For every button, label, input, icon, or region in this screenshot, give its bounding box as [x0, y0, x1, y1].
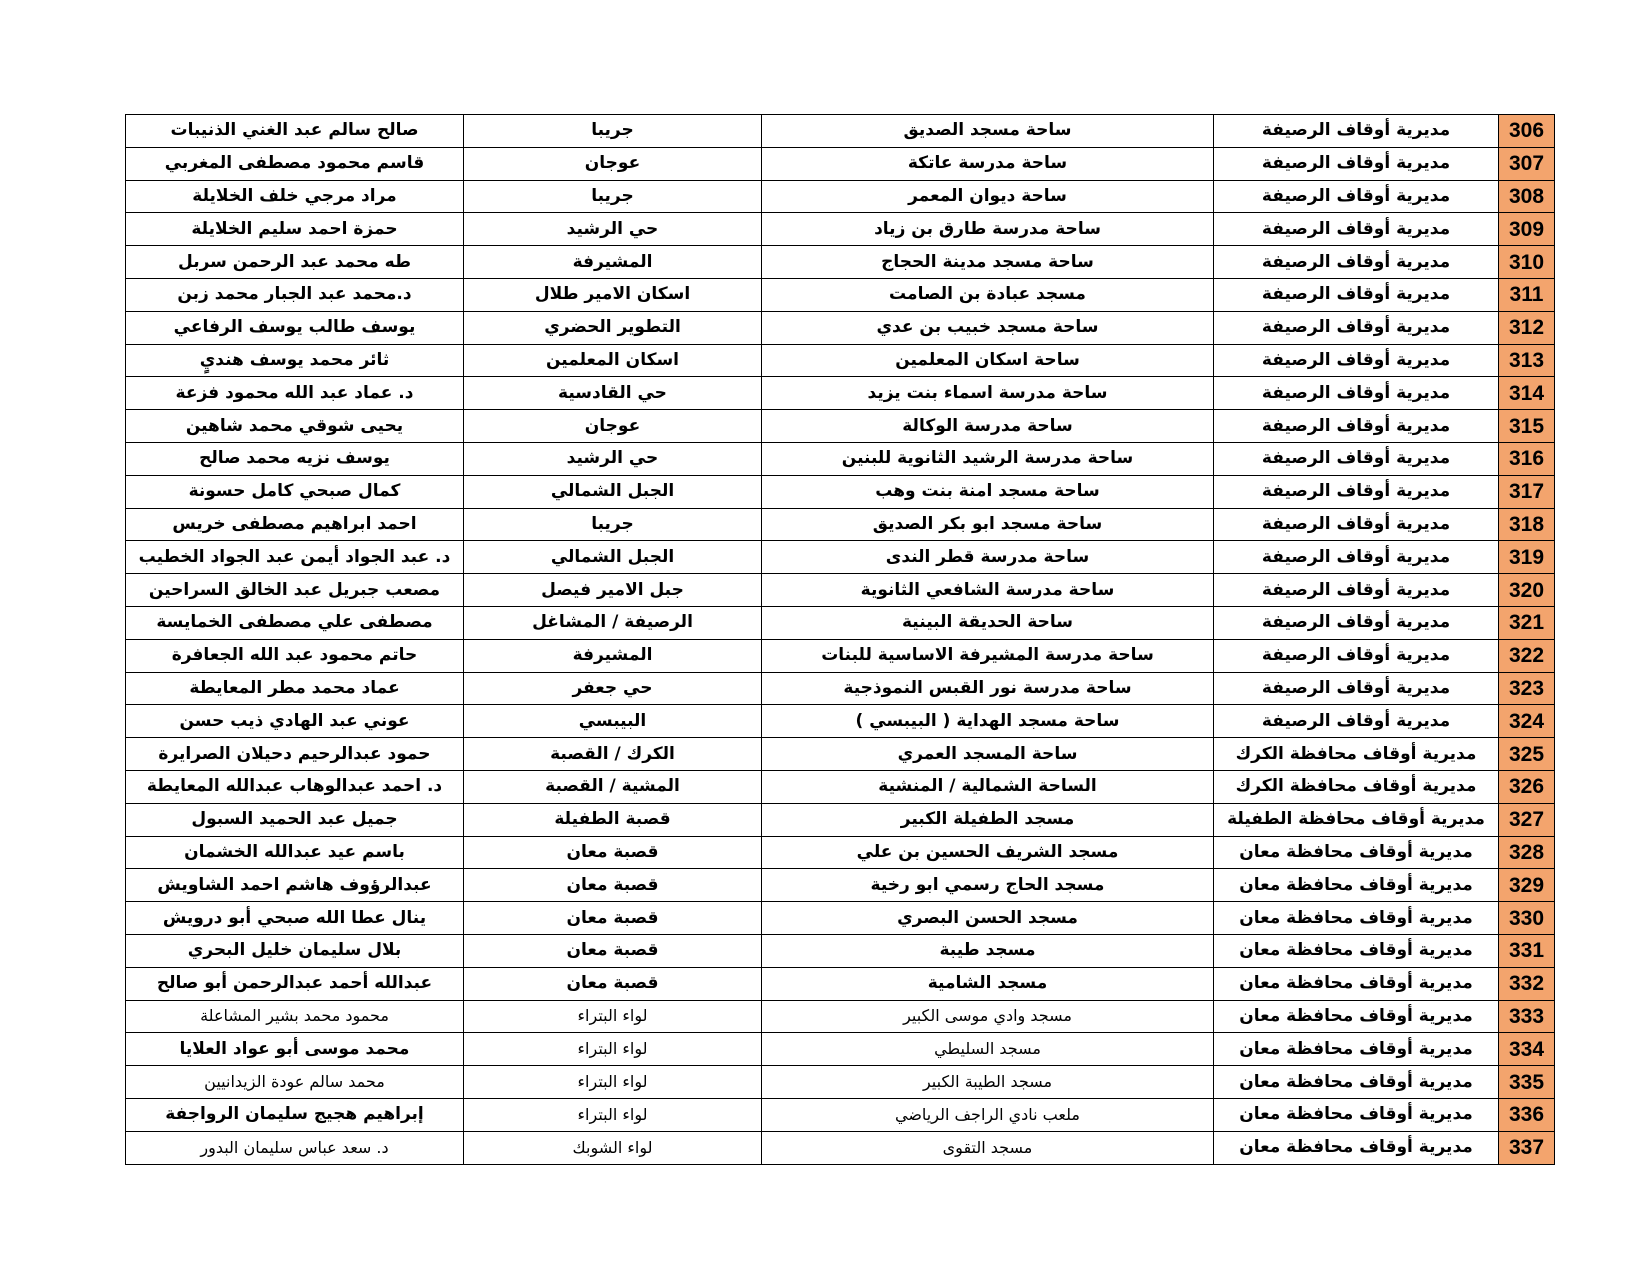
- directorate-cell: مديرية أوقاف محافظة الكرك: [1214, 738, 1499, 771]
- row-number: 311: [1499, 278, 1555, 311]
- table-row: [126, 1098, 1555, 1131]
- person-name-cell: عبدالرؤوف هاشم احمد الشاويش: [126, 869, 464, 902]
- row-number: 323: [1499, 672, 1555, 705]
- person-name-cell: حاتم محمود عبد الله الجعافرة: [126, 639, 464, 672]
- location-cell: مسجد الشريف الحسين بن علي: [762, 836, 1214, 869]
- directorate-cell: مديرية أوقاف الرصيفة: [1214, 377, 1499, 410]
- directorate-cell: مديرية أوقاف محافظة معان: [1214, 934, 1499, 967]
- location-cell: ملعب نادي الراجف الرياضي: [762, 1098, 1214, 1131]
- table-row: [126, 180, 1555, 213]
- table-row: [126, 803, 1555, 836]
- directorate-cell: مديرية أوقاف محافظة معان: [1214, 869, 1499, 902]
- person-name-cell: د. عبد الجواد أيمن عبد الجواد الخطيب: [126, 541, 464, 574]
- directorate-cell: مديرية أوقاف محافظة معان: [1214, 902, 1499, 935]
- person-name-cell: محمود محمد بشير المشاعلة: [126, 1000, 464, 1033]
- person-name-cell: باسم عيد عبدالله الخشمان: [126, 836, 464, 869]
- location-cell: ساحة مدرسة نور القبس النموذجية: [762, 672, 1214, 705]
- row-number: 328: [1499, 836, 1555, 869]
- area-cell: قصبة معان: [464, 967, 762, 1000]
- area-cell: لواء البتراء: [464, 1098, 762, 1131]
- person-name-cell: د. احمد عبدالوهاب عبدالله المعايطة: [126, 770, 464, 803]
- directorate-cell: مديرية أوقاف محافظة معان: [1214, 967, 1499, 1000]
- table-row: [126, 705, 1555, 738]
- table-row: [126, 541, 1555, 574]
- table-row: [126, 1131, 1555, 1164]
- location-cell: مسجد الشامية: [762, 967, 1214, 1000]
- location-cell: ساحة ديوان المعمر: [762, 180, 1214, 213]
- location-cell: ساحة مدرسة عاتكة: [762, 147, 1214, 180]
- row-number: 307: [1499, 147, 1555, 180]
- location-cell: ساحة مدرسة طارق بن زياد: [762, 213, 1214, 246]
- location-cell: مسجد الطفيلة الكبير: [762, 803, 1214, 836]
- table-row: [126, 738, 1555, 771]
- row-number: 312: [1499, 311, 1555, 344]
- directorate-cell: مديرية أوقاف الرصيفة: [1214, 213, 1499, 246]
- directorate-cell: مديرية أوقاف الرصيفة: [1214, 180, 1499, 213]
- location-cell: ساحة مسجد الهداية ( البيبسي ): [762, 705, 1214, 738]
- directorate-cell: مديرية أوقاف محافظة الطفيلة: [1214, 803, 1499, 836]
- location-cell: ساحة المسجد العمري: [762, 738, 1214, 771]
- person-name-cell: عبدالله أحمد عبدالرحمن أبو صالح: [126, 967, 464, 1000]
- directorate-cell: مديرية أوقاف الرصيفة: [1214, 344, 1499, 377]
- row-number: 324: [1499, 705, 1555, 738]
- table-row: [126, 967, 1555, 1000]
- directorate-cell: مديرية أوقاف الرصيفة: [1214, 672, 1499, 705]
- location-cell: ساحة مدرسة المشيرفة الاساسية للبنات: [762, 639, 1214, 672]
- person-name-cell: يوسف طالب يوسف الرفاعي: [126, 311, 464, 344]
- table-body: [126, 115, 1555, 1165]
- area-cell: جريبا: [464, 508, 762, 541]
- table-row: [126, 836, 1555, 869]
- area-cell: حي الرشيد: [464, 442, 762, 475]
- row-number: 317: [1499, 475, 1555, 508]
- location-cell: مسجد السليطي: [762, 1033, 1214, 1066]
- person-name-cell: بلال سليمان خليل البحري: [126, 934, 464, 967]
- row-number: 327: [1499, 803, 1555, 836]
- table-row: [126, 278, 1555, 311]
- person-name-cell: عماد محمد مطر المعايطة: [126, 672, 464, 705]
- directorate-cell: مديرية أوقاف الرصيفة: [1214, 442, 1499, 475]
- location-cell: مسجد وادي موسى الكبير: [762, 1000, 1214, 1033]
- person-name-cell: د. عماد عبد الله محمود فزعة: [126, 377, 464, 410]
- area-cell: اسكان الامير طلال: [464, 278, 762, 311]
- directorate-cell: مديرية أوقاف الرصيفة: [1214, 574, 1499, 607]
- table-row: [126, 1033, 1555, 1066]
- directorate-cell: مديرية أوقاف محافظة معان: [1214, 1098, 1499, 1131]
- row-number: 337: [1499, 1131, 1555, 1164]
- table-row: [126, 442, 1555, 475]
- area-cell: حي الرشيد: [464, 213, 762, 246]
- row-number: 314: [1499, 377, 1555, 410]
- table-row: [126, 147, 1555, 180]
- directorate-cell: مديرية أوقاف محافظة معان: [1214, 1000, 1499, 1033]
- table-row: [126, 344, 1555, 377]
- area-cell: عوجان: [464, 147, 762, 180]
- person-name-cell: حمود عبدالرحيم دحيلان الصرايرة: [126, 738, 464, 771]
- area-cell: قصبة الطفيلة: [464, 803, 762, 836]
- person-name-cell: يوسف نزيه محمد صالح: [126, 442, 464, 475]
- area-cell: قصبة معان: [464, 869, 762, 902]
- row-number: 321: [1499, 606, 1555, 639]
- area-cell: قصبة معان: [464, 934, 762, 967]
- area-cell: لواء البتراء: [464, 1000, 762, 1033]
- table-row: [126, 115, 1555, 148]
- location-cell: مسجد الحسن البصري: [762, 902, 1214, 935]
- location-cell: مسجد الطيبة الكبير: [762, 1066, 1214, 1099]
- row-number: 318: [1499, 508, 1555, 541]
- row-number: 333: [1499, 1000, 1555, 1033]
- person-name-cell: مصطفى علي مصطفى الخمايسة: [126, 606, 464, 639]
- table-row: [126, 902, 1555, 935]
- location-cell: ساحة اسكان المعلمين: [762, 344, 1214, 377]
- area-cell: المشية / القصبة: [464, 770, 762, 803]
- directorate-cell: مديرية أوقاف محافظة الكرك: [1214, 770, 1499, 803]
- table-row: [126, 377, 1555, 410]
- row-number: 332: [1499, 967, 1555, 1000]
- table-row: [126, 1000, 1555, 1033]
- directorate-cell: مديرية أوقاف الرصيفة: [1214, 541, 1499, 574]
- location-cell: ساحة مدرسة الشافعي الثانوية: [762, 574, 1214, 607]
- assignments-table: [125, 114, 1555, 1165]
- location-cell: ساحة الحديقة البينية: [762, 606, 1214, 639]
- row-number: 334: [1499, 1033, 1555, 1066]
- person-name-cell: كمال صبحي كامل حسونة: [126, 475, 464, 508]
- table-row: [126, 508, 1555, 541]
- area-cell: جريبا: [464, 180, 762, 213]
- location-cell: ساحة مدرسة الوكالة: [762, 410, 1214, 443]
- person-name-cell: يحيى شوقي محمد شاهين: [126, 410, 464, 443]
- area-cell: البيبسي: [464, 705, 762, 738]
- location-cell: ساحة مسجد امنة بنت وهب: [762, 475, 1214, 508]
- location-cell: ساحة مدرسة اسماء بنت يزيد: [762, 377, 1214, 410]
- location-cell: مسجد عبادة بن الصامت: [762, 278, 1214, 311]
- directorate-cell: مديرية أوقاف محافظة معان: [1214, 1131, 1499, 1164]
- location-cell: ساحة مسجد مدينة الحجاج: [762, 246, 1214, 279]
- area-cell: لواء البتراء: [464, 1033, 762, 1066]
- table-row: [126, 410, 1555, 443]
- person-name-cell: ثائر محمد يوسف هنديٍ: [126, 344, 464, 377]
- row-number: 326: [1499, 770, 1555, 803]
- area-cell: قصبة معان: [464, 836, 762, 869]
- table-row: [126, 1066, 1555, 1099]
- person-name-cell: جميل عبد الحميد السبول: [126, 803, 464, 836]
- person-name-cell: محمد سالم عودة الزيدانيين: [126, 1066, 464, 1099]
- directorate-cell: مديرية أوقاف محافظة معان: [1214, 1033, 1499, 1066]
- directorate-cell: مديرية أوقاف الرصيفة: [1214, 705, 1499, 738]
- area-cell: الجبل الشمالي: [464, 475, 762, 508]
- directorate-cell: مديرية أوقاف الرصيفة: [1214, 508, 1499, 541]
- row-number: 331: [1499, 934, 1555, 967]
- row-number: 316: [1499, 442, 1555, 475]
- area-cell: اسكان المعلمين: [464, 344, 762, 377]
- location-cell: ساحة مسجد ابو بكر الصديق: [762, 508, 1214, 541]
- location-cell: مسجد الحاج رسمي ابو رخية: [762, 869, 1214, 902]
- location-cell: مسجد التقوى: [762, 1131, 1214, 1164]
- person-name-cell: د. سعد عباس سليمان البدور: [126, 1131, 464, 1164]
- row-number: 335: [1499, 1066, 1555, 1099]
- person-name-cell: طه محمد عبد الرحمن سربل: [126, 246, 464, 279]
- person-name-cell: محمد موسى أبو عواد العلايا: [126, 1033, 464, 1066]
- row-number: 315: [1499, 410, 1555, 443]
- table-row: [126, 639, 1555, 672]
- person-name-cell: ينال عطا الله صبحي أبو درويش: [126, 902, 464, 935]
- table-row: [126, 672, 1555, 705]
- row-number: 313: [1499, 344, 1555, 377]
- directorate-cell: مديرية أوقاف الرصيفة: [1214, 475, 1499, 508]
- row-number: 320: [1499, 574, 1555, 607]
- person-name-cell: مصعب جبريل عبد الخالق السراحين: [126, 574, 464, 607]
- row-number: 336: [1499, 1098, 1555, 1131]
- row-number: 309: [1499, 213, 1555, 246]
- table-row: [126, 934, 1555, 967]
- table-row: [126, 869, 1555, 902]
- table-row: [126, 246, 1555, 279]
- table-row: [126, 606, 1555, 639]
- directorate-cell: مديرية أوقاف الرصيفة: [1214, 410, 1499, 443]
- person-name-cell: إبراهيم هجيج سليمان الرواجفة: [126, 1098, 464, 1131]
- person-name-cell: حمزة احمد سليم الخلايلة: [126, 213, 464, 246]
- area-cell: حي القادسية: [464, 377, 762, 410]
- directorate-cell: مديرية أوقاف محافظة معان: [1214, 1066, 1499, 1099]
- location-cell: ساحة مدرسة الرشيد الثانوية للبنين: [762, 442, 1214, 475]
- area-cell: الكرك / القصبة: [464, 738, 762, 771]
- location-cell: مسجد طيبة: [762, 934, 1214, 967]
- person-name-cell: قاسم محمود مصطفى المغربي: [126, 147, 464, 180]
- area-cell: لواء البتراء: [464, 1066, 762, 1099]
- person-name-cell: مراد مرجي خلف الخلايلة: [126, 180, 464, 213]
- area-cell: التطوير الحضري: [464, 311, 762, 344]
- row-number: 325: [1499, 738, 1555, 771]
- directorate-cell: مديرية أوقاف الرصيفة: [1214, 115, 1499, 148]
- directorate-cell: مديرية أوقاف محافظة معان: [1214, 836, 1499, 869]
- location-cell: ساحة مدرسة قطر الندى: [762, 541, 1214, 574]
- area-cell: الرصيفة / المشاغل: [464, 606, 762, 639]
- row-number: 308: [1499, 180, 1555, 213]
- area-cell: المشيرفة: [464, 639, 762, 672]
- person-name-cell: د.محمد عبد الجبار محمد زبن: [126, 278, 464, 311]
- location-cell: ساحة مسجد الصديق: [762, 115, 1214, 148]
- area-cell: المشيرفة: [464, 246, 762, 279]
- directorate-cell: مديرية أوقاف الرصيفة: [1214, 639, 1499, 672]
- area-cell: جبل الامير فيصل: [464, 574, 762, 607]
- row-number: 310: [1499, 246, 1555, 279]
- directorate-cell: مديرية أوقاف الرصيفة: [1214, 606, 1499, 639]
- directorate-cell: مديرية أوقاف الرصيفة: [1214, 311, 1499, 344]
- table-row: [126, 770, 1555, 803]
- table-row: [126, 213, 1555, 246]
- area-cell: لواء الشوبك: [464, 1131, 762, 1164]
- table-row: [126, 574, 1555, 607]
- row-number: 330: [1499, 902, 1555, 935]
- row-number: 306: [1499, 115, 1555, 148]
- area-cell: حي جعفر: [464, 672, 762, 705]
- area-cell: قصبة معان: [464, 902, 762, 935]
- directorate-cell: مديرية أوقاف الرصيفة: [1214, 278, 1499, 311]
- area-cell: جريبا: [464, 115, 762, 148]
- row-number: 322: [1499, 639, 1555, 672]
- table-row: [126, 311, 1555, 344]
- location-cell: الساحة الشمالية / المنشية: [762, 770, 1214, 803]
- document-sheet: [125, 114, 1554, 1165]
- row-number: 329: [1499, 869, 1555, 902]
- location-cell: ساحة مسجد خبيب بن عدي: [762, 311, 1214, 344]
- directorate-cell: مديرية أوقاف الرصيفة: [1214, 246, 1499, 279]
- table-row: [126, 475, 1555, 508]
- row-number: 319: [1499, 541, 1555, 574]
- area-cell: الجبل الشمالي: [464, 541, 762, 574]
- person-name-cell: صالح سالم عبد الغني الذنيبات: [126, 115, 464, 148]
- area-cell: عوجان: [464, 410, 762, 443]
- person-name-cell: احمد ابراهيم مصطفى خريس: [126, 508, 464, 541]
- directorate-cell: مديرية أوقاف الرصيفة: [1214, 147, 1499, 180]
- person-name-cell: عوني عبد الهادي ذيب حسن: [126, 705, 464, 738]
